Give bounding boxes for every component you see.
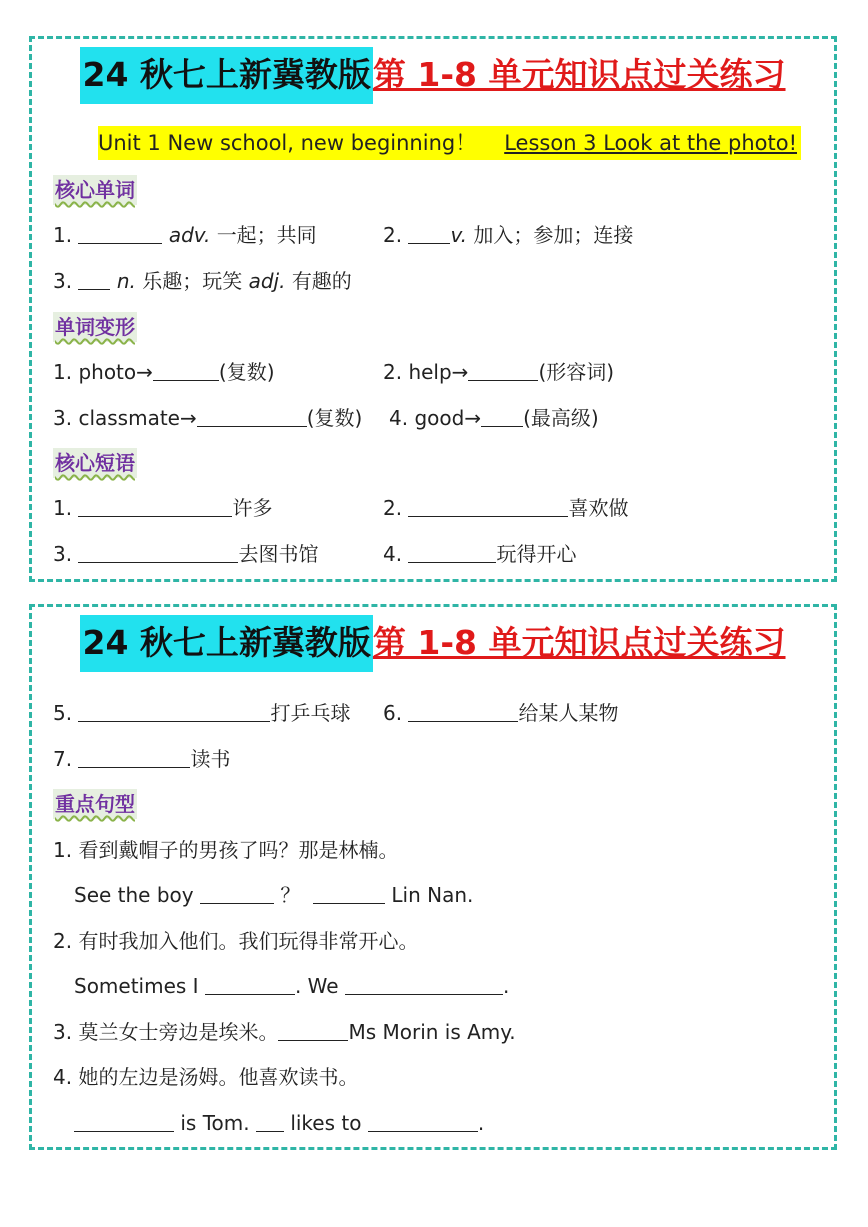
answer-blank[interactable] — [200, 883, 274, 904]
answer-blank[interactable] — [408, 223, 450, 244]
answer-blank[interactable] — [481, 406, 523, 427]
title-edition: 24 秋七上新冀教版 — [80, 47, 372, 104]
answer-blank[interactable] — [278, 1020, 348, 1041]
core-word-1: 1. adv. 一起；共同 — [53, 223, 317, 247]
unit-title: Unit 1 New school, new beginning！ — [98, 131, 477, 155]
answer-blank[interactable] — [78, 701, 270, 722]
sentence-4-en: is Tom. likes to . — [74, 1108, 484, 1138]
core-phrase-5: 5. 打乒乓球 — [53, 701, 351, 725]
title-subject: 第 1-8 单元知识点过关练习 — [372, 623, 786, 662]
section-core-words: 核心单词 — [53, 175, 137, 205]
answer-blank[interactable] — [256, 1111, 284, 1132]
section-core-phrases: 核心短语 — [53, 448, 137, 478]
word-form-2: 2. help→ (形容词) — [383, 360, 615, 384]
answer-blank[interactable] — [408, 496, 568, 517]
answer-blank[interactable] — [153, 360, 219, 381]
worksheet-card-2 — [29, 604, 837, 1150]
answer-blank[interactable] — [345, 974, 503, 995]
answer-blank[interactable] — [468, 360, 538, 381]
worksheet-title — [32, 621, 834, 665]
sentence-1-en: See the boy ？ Lin Nan. — [74, 883, 474, 907]
core-phrase-3: 3. 去图书馆 — [53, 542, 319, 566]
core-word-3: 3. n. 乐趣；玩笑 adj. 有趣的 — [53, 269, 352, 293]
sentence-1-cn: 1. 看到戴帽子的男孩了吗？那是林楠。 — [53, 838, 399, 862]
worksheet-title — [32, 53, 834, 97]
answer-blank[interactable] — [408, 542, 496, 563]
unit-lesson-banner — [98, 126, 801, 160]
core-phrase-4: 4. 玩得开心 — [383, 542, 577, 566]
core-phrase-2: 2. 喜欢做 — [383, 496, 629, 520]
title-edition: 24 秋七上新冀教版 — [80, 615, 372, 672]
section-key-sentences: 重点句型 — [53, 789, 137, 819]
answer-blank[interactable] — [313, 883, 385, 904]
answer-blank[interactable] — [197, 406, 307, 427]
core-phrase-1: 1. 许多 — [53, 496, 273, 520]
answer-blank[interactable] — [408, 701, 518, 722]
sentence-4-cn: 4. 她的左边是汤姆。他喜欢读书。 — [53, 1065, 359, 1089]
answer-blank[interactable] — [78, 496, 232, 517]
answer-blank[interactable] — [205, 974, 295, 995]
word-form-4: 4. good→ (最高级) — [389, 406, 599, 430]
answer-blank[interactable] — [78, 269, 110, 290]
word-form-1: 1. photo→ (复数) — [53, 360, 275, 384]
section-word-forms: 单词变形 — [53, 312, 137, 342]
worksheet-card-1 — [29, 36, 837, 582]
answer-blank[interactable] — [78, 747, 190, 768]
core-word-2: 2. v. 加入；参加；连接 — [383, 223, 634, 247]
answer-blank[interactable] — [78, 223, 162, 244]
core-phrase-7: 7. 读书 — [53, 747, 231, 771]
word-form-3: 3. classmate→ (复数) — [53, 406, 363, 430]
core-phrase-6: 6. 给某人某物 — [383, 701, 619, 725]
answer-blank[interactable] — [78, 542, 238, 563]
sentence-3: 3. 莫兰女士旁边是埃米。 Ms Morin is Amy. — [53, 1020, 516, 1044]
lesson-title: Lesson 3 Look at the photo! — [504, 131, 797, 155]
answer-blank[interactable] — [368, 1111, 478, 1132]
sentence-2-en: Sometimes I . We . — [74, 974, 510, 998]
title-subject: 第 1-8 单元知识点过关练习 — [372, 55, 786, 94]
sentence-2-cn: 2. 有时我加入他们。我们玩得非常开心。 — [53, 929, 419, 953]
answer-blank[interactable] — [74, 1111, 174, 1132]
